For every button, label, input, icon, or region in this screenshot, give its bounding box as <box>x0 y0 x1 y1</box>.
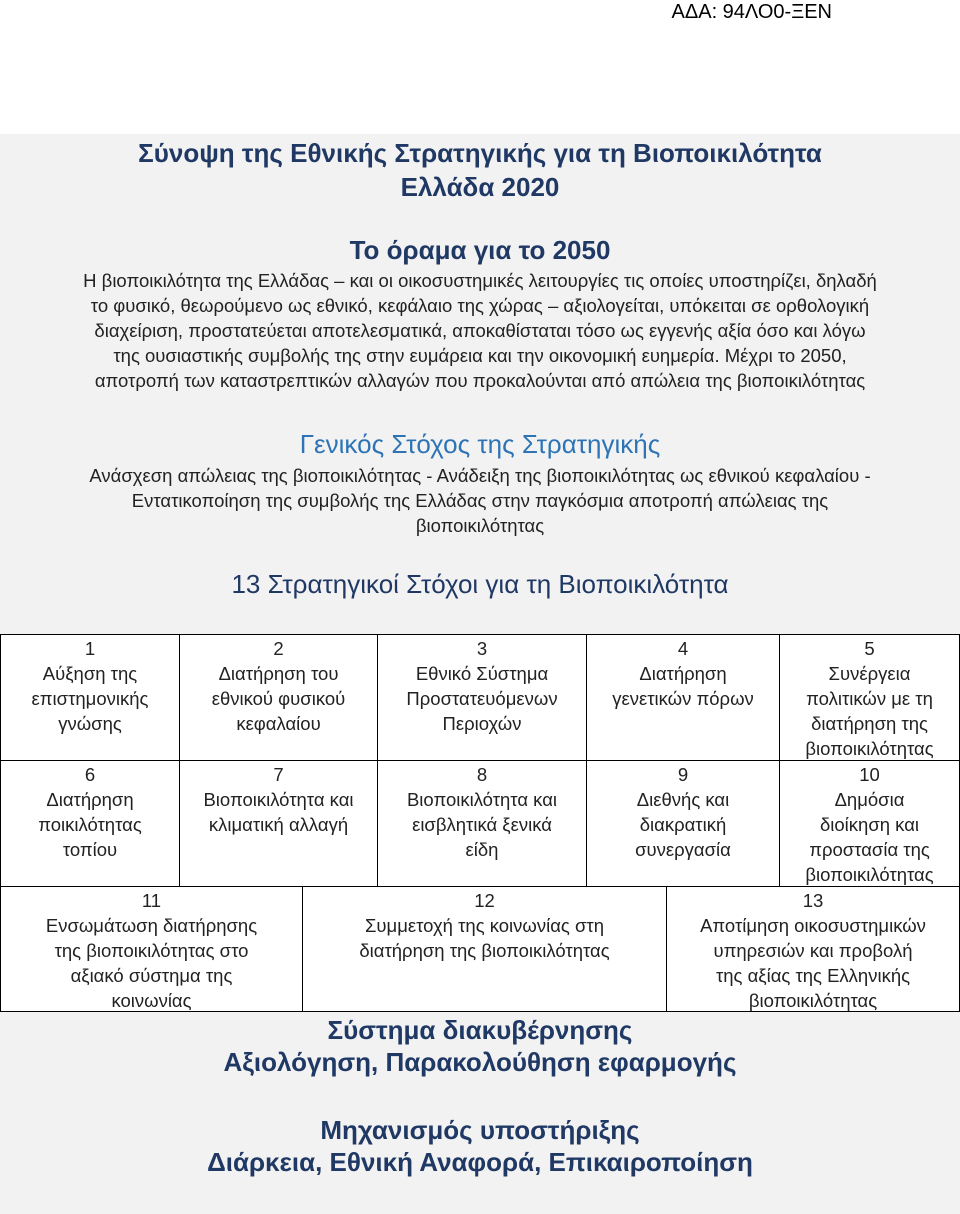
ada-code: ΑΔΑ: 94ΛΟ0-ΞΕΝ <box>671 1 832 23</box>
vision-line: της ουσιαστικής συμβολής της στην ευμάρεια και την οικονομική ευημερία. Μέχρι το 2050, <box>113 345 847 366</box>
vision-line: διαχείριση, προστατεύεται αποτελεσματικά, αποκαθίσταται τόσο ως εγγενής αξία όσο και λόγω <box>94 320 866 341</box>
title-line-1: Σύνοψη της Εθνικής Στρατηγικής για τη Βιοποικιλότητα <box>138 138 822 168</box>
goal-text: Δημόσια διοίκηση και προστασία της βιοποικιλότητας <box>805 789 934 885</box>
goal-text: Εθνικό Σύστημα Προστατευόμενων Περιοχών <box>406 663 558 734</box>
general-goal-line: Εντατικοποίηση της συμβολής της Ελλάδας στην παγκόσμια αποτροπή απώλειας της <box>131 490 829 511</box>
goal-cell-3 <box>377 634 587 761</box>
strategic-goals-grid <box>0 634 960 1012</box>
goal-number: 5 <box>864 638 875 659</box>
strategic-goals-heading: 13 Στρατηγικοί Στόχοι για τη Βιοποικιλότητα <box>231 569 729 599</box>
goal-number: 11 <box>141 890 162 911</box>
goal-text: Διατήρηση γενετικών πόρων <box>612 663 754 709</box>
governance-heading <box>0 1014 960 1078</box>
goal-cell-11 <box>0 886 303 1012</box>
goal-cell-9 <box>586 760 780 887</box>
goal-text: Αποτίμηση οικοσυστημικών υπηρεσιών και προβολή της αξίας της Ελληνικής βιοποικιλότητας <box>700 915 926 1011</box>
general-goal-heading: Γενικός Στόχος της Στρατηγικής <box>299 429 661 459</box>
vision-paragraph <box>0 268 960 393</box>
goal-cell-4 <box>586 634 780 761</box>
goal-number: 7 <box>273 764 284 785</box>
goal-text: Συμμετοχή της κοινωνίας στη διατήρηση της βιοποικιλότητας <box>359 915 610 961</box>
governance-line-2: Αξιολόγηση, Παρακολούθηση εφαρμογής <box>223 1047 737 1077</box>
goal-text: Βιοποικιλότητα και κλιματική αλλαγή <box>203 789 354 835</box>
goal-cell-5 <box>779 634 960 761</box>
vision-line: αποτροπή των καταστρεπτικών αλλαγών που προκαλούνται από απώλεια της βιοποικιλότητας <box>94 370 866 391</box>
goal-number: 4 <box>677 638 689 659</box>
goal-text: Συνέργεια πολιτικών με τη διατήρηση της βιοποικιλότητας <box>805 663 934 759</box>
general-goal-paragraph <box>0 463 960 538</box>
goal-number: 8 <box>476 764 488 785</box>
goal-cell-12 <box>302 886 667 1012</box>
document-title <box>0 136 960 204</box>
goal-number: 3 <box>476 638 488 659</box>
goal-text: Διεθνής και διακρατική συνεργασία <box>635 789 731 860</box>
vision-line: Η βιοποικιλότητα της Ελλάδας – και οι οικοσυστημικές λειτουργίες τις οποίες υποστηρίζει, δηλαδή <box>83 270 877 291</box>
general-goal-line: βιοποικιλότητας <box>415 515 545 536</box>
goal-number: 13 <box>802 890 824 911</box>
goal-cell-6 <box>0 760 180 887</box>
goal-cell-8 <box>377 760 587 887</box>
goal-text: Βιοποικιλότητα και εισβλητικά ξενικά είδη <box>406 789 558 860</box>
goal-cell-13 <box>666 886 960 1012</box>
goal-number: 1 <box>84 638 96 659</box>
title-line-2: Ελλάδα 2020 <box>400 172 560 202</box>
goal-cell-2 <box>179 634 378 761</box>
support-mechanism-heading <box>0 1114 960 1178</box>
goal-number: 12 <box>474 890 495 911</box>
general-goal-line: Ανάσχεση απώλειας της βιοποικιλότητας - Ανάδειξη της βιοποικιλότητας ως εθνικού κεφαλαίου - <box>89 465 871 486</box>
goal-text: Ενσωμάτωση διατήρησης της βιοποικιλότητας στο αξιακό σύστημα της κοινωνίας <box>45 915 258 1011</box>
goal-number: 6 <box>84 764 96 785</box>
goal-cell-1 <box>0 634 180 761</box>
vision-heading: Το όραμα για το 2050 <box>349 235 611 265</box>
goal-text: Διατήρηση του εθνικού φυσικού κεφαλαίου <box>211 663 346 734</box>
governance-line-1: Σύστημα διακυβέρνησης <box>327 1015 633 1045</box>
vision-line: το φυσικό, θεωρούμενο ως εθνικό, κεφάλαιο της χώρας – αξιολογείται, υπόκειται σε ορθολογική <box>90 295 870 316</box>
goal-cell-10 <box>779 760 960 887</box>
goal-number: 10 <box>859 764 880 785</box>
goal-number: 9 <box>677 764 689 785</box>
mechanism-line-2: Διάρκεια, Εθνική Αναφορά, Επικαιροποίηση <box>207 1147 753 1177</box>
goal-text: Διατήρηση ποικιλότητας τοπίου <box>38 789 142 860</box>
goal-text: Αύξηση της επιστημονικής γνώσης <box>31 663 149 734</box>
goal-number: 2 <box>273 638 284 659</box>
goal-cell-7 <box>179 760 378 887</box>
mechanism-line-1: Μηχανισμός υποστήριξης <box>320 1115 640 1145</box>
